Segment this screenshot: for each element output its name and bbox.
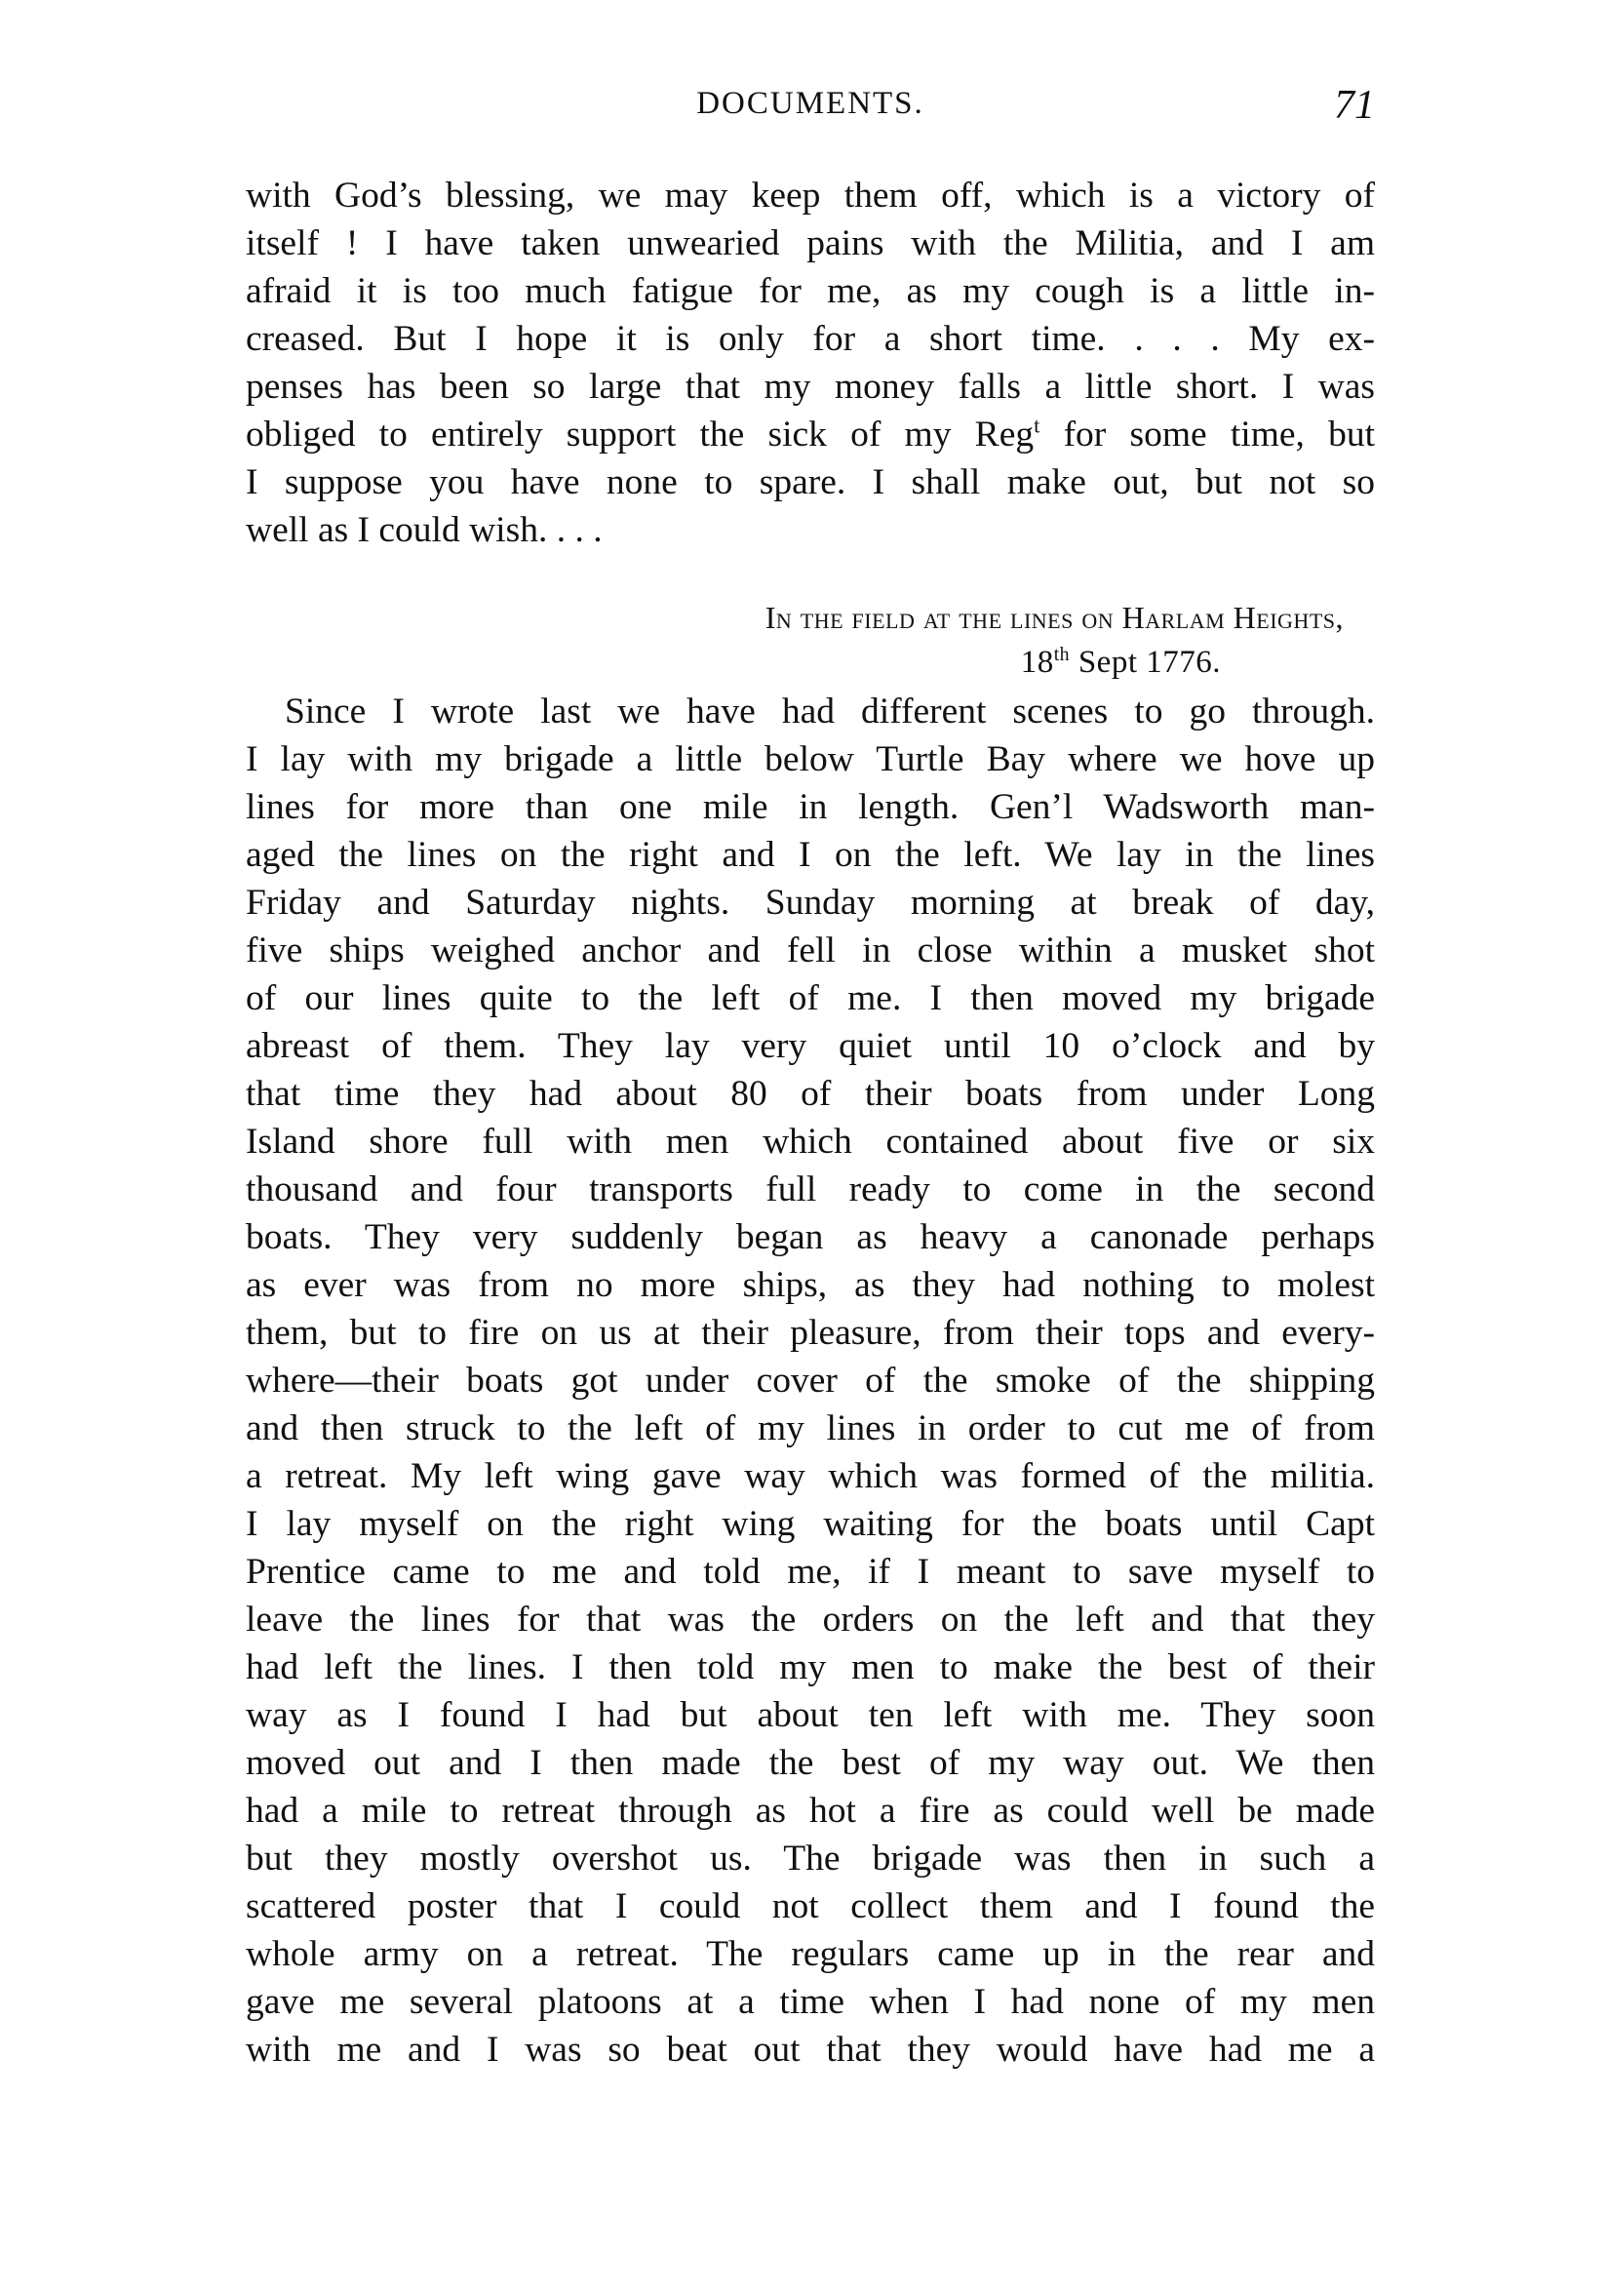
text-line: had a mile to retreat through as hot a fire as could well be made — [246, 1791, 1375, 1831]
text-line: Island shore full with men which contained about five or six — [246, 1122, 1375, 1162]
letter-date — [246, 640, 1375, 685]
text-fragment: obliged to entirely support the sick of my Reg — [246, 415, 1035, 455]
text-line: penses has been so large that my money falls a little short. I was — [246, 367, 1375, 407]
text-line: I lay myself on the right wing waiting for the boats until Capt — [246, 1504, 1375, 1544]
text-line: and then struck to the left of my lines in order to cut me of from — [246, 1408, 1375, 1448]
text-line: way as I found I had but about ten left with me. They soon — [246, 1695, 1375, 1735]
text-line: moved out and I then made the best of my way out. We then — [246, 1743, 1375, 1783]
text-line: where—their boats got under cover of the smoke of the shipping — [246, 1361, 1375, 1401]
text-line: but they mostly overshot us. The brigade was then in such a — [246, 1839, 1375, 1879]
text-line — [246, 411, 1375, 458]
text-line: creased. But I hope it is only for a short time. . . . My ex- — [246, 319, 1375, 359]
date-superscript: th — [1053, 644, 1071, 665]
text-line: Since I wrote last we have had different scenes to go through. — [285, 692, 1375, 732]
text-line: itself ! I have taken unwearied pains with the Militia, and I am — [246, 223, 1375, 263]
date-day: 18 — [1020, 645, 1054, 680]
text-line: afraid it is too much fatigue for me, as my cough is a little in- — [246, 271, 1375, 311]
text-line: thousand and four transports full ready to come in the second — [246, 1169, 1375, 1209]
text-line: Prentice came to me and told me, if I meant to save myself to — [246, 1552, 1375, 1592]
text-line: gave me several platoons at a time when I had none of my men — [246, 1982, 1375, 2022]
text-line: boats. They very suddenly began as heavy a canonade perhaps — [246, 1217, 1375, 1257]
text-line: I lay with my brigade a little below Turtle Bay where we hove up — [246, 739, 1375, 779]
text-line: five ships weighed anchor and fell in close within a musket shot — [246, 930, 1375, 970]
text-line: whole army on a retreat. The regulars came up in the rear and — [246, 1934, 1375, 1974]
text-line: lines for more than one mile in length. Gen’l Wadsworth man- — [246, 787, 1375, 827]
running-head-title: DOCUMENTS. — [696, 86, 924, 121]
text-line: abreast of them. They lay very quiet until 10 o’clock and by — [246, 1026, 1375, 1066]
text-line: Friday and Saturday nights. Sunday morning at break of day, — [246, 883, 1375, 923]
text-line: with God’s blessing, we may keep them off, which is a victory of — [246, 176, 1375, 216]
page-number: 71 — [1334, 83, 1375, 128]
running-head — [246, 83, 1375, 144]
text-line: scattered poster that I could not collect them and I found the — [246, 1886, 1375, 1926]
letter-body — [246, 688, 1375, 2074]
text-line: aged the lines on the right and I on the left. We lay in the lines — [246, 835, 1375, 875]
text-line: had left the lines. I then told my men to make the best of their — [246, 1647, 1375, 1687]
letter-heading — [246, 595, 1375, 685]
date-rest: Sept 1776. — [1070, 645, 1221, 680]
text-line: them, but to fire on us at their pleasure, from their tops and every- — [246, 1313, 1375, 1353]
text-line: that time they had about 80 of their boats from under Long — [246, 1074, 1375, 1114]
text-fragment: for some time, but — [1039, 415, 1375, 455]
text-line: of our lines quite to the left of me. I then moved my brigade — [246, 978, 1375, 1018]
text-line: as ever was from no more ships, as they had nothing to molest — [246, 1265, 1375, 1305]
text-line: a retreat. My left wing gave way which was formed of the militia. — [246, 1456, 1375, 1496]
letter-place: In the field at the lines on Harlam Heights, — [764, 600, 1344, 635]
text-line: well as I could wish. . . . — [246, 510, 603, 550]
paragraph-continued — [246, 172, 1375, 554]
text-line: I suppose you have none to spare. I shall make out, but not so — [246, 462, 1375, 502]
text-line: leave the lines for that was the orders on the left and that they — [246, 1600, 1375, 1640]
superscript: t — [1034, 413, 1040, 438]
text-line: with me and I was so beat out that they would have had me a — [246, 2030, 1375, 2070]
